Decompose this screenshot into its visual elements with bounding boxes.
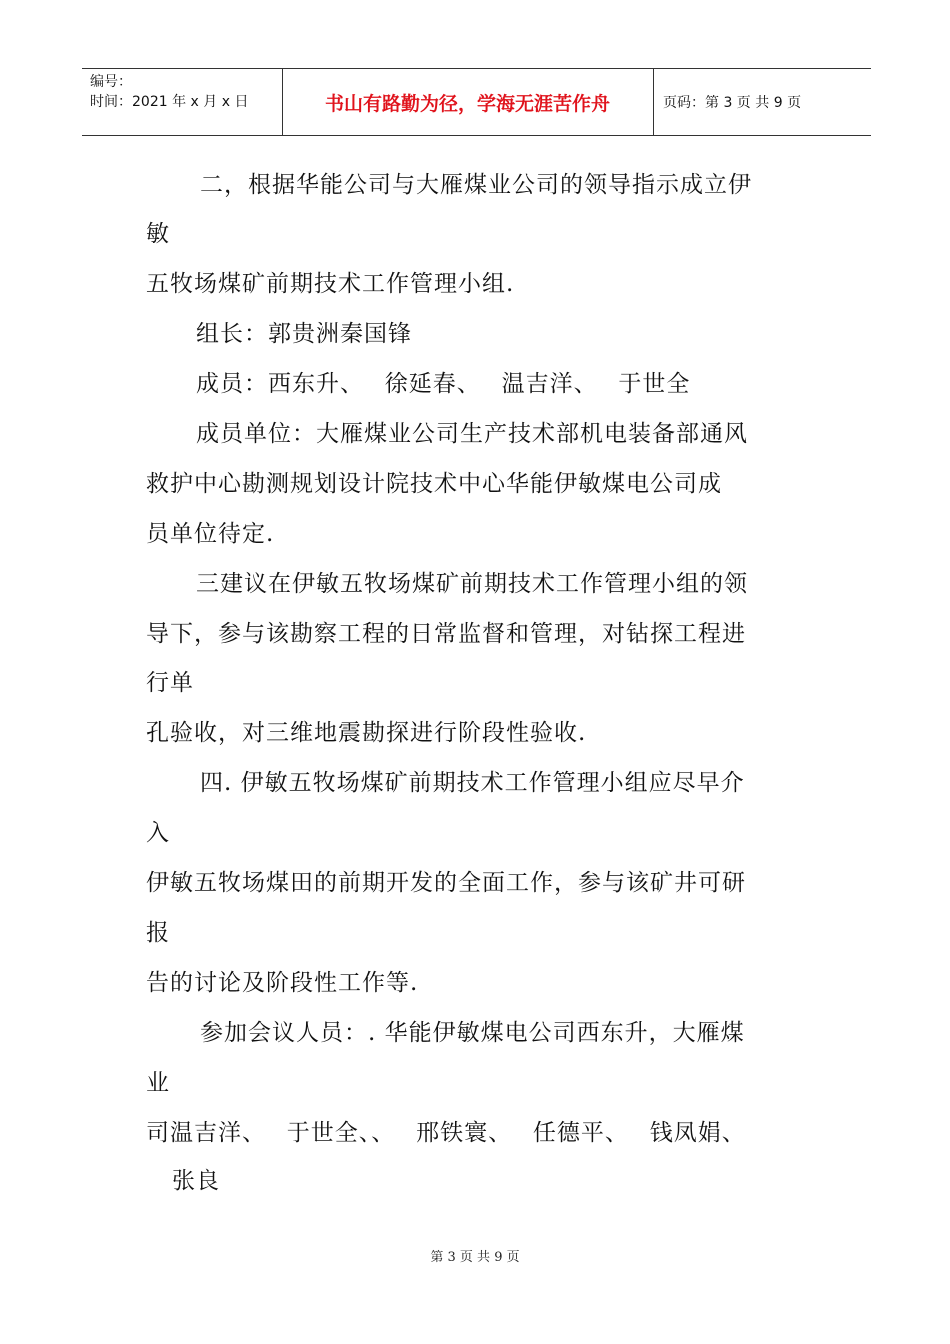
body-line: 三建议在伊敏五牧场煤矿前期技术工作管理小组的领	[196, 571, 748, 597]
body-line: 救护中心勘测规划设计院技术中心华能伊敏煤电公司成	[146, 471, 722, 497]
page-footer: 第 3 页 共 9 页	[430, 1250, 520, 1265]
header-meta-cell	[82, 69, 283, 135]
body-line: 报	[146, 920, 170, 946]
body-line: 孔验收，对三维地震勘探进行阶段性验收.	[146, 720, 587, 746]
header-motto: 书山有路勤为径，学海无涯苦作舟	[282, 69, 654, 135]
body-line: 业	[146, 1070, 170, 1096]
body-line: 张良	[172, 1168, 220, 1194]
body-line: 司温吉洋、 于世全、、 邢铁寰、 任德平、 钱凤娟、	[146, 1120, 746, 1146]
page-header	[82, 68, 871, 136]
body-line: 敏	[146, 221, 170, 247]
body-line: 入	[146, 820, 170, 846]
body-line: 组长：郭贵洲秦国锋	[196, 321, 412, 347]
body-line: 成员单位：大雁煤业公司生产技术部机电装备部通风	[196, 421, 748, 447]
body-line: 员单位待定.	[146, 521, 275, 547]
body-line: 二，根据华能公司与大雁煤业公司的领导指示成立伊	[200, 172, 752, 198]
document-date: 时间：2021 年 x 月 x 日	[90, 94, 249, 110]
header-page-info: 页码：第 3 页 共 9 页	[663, 95, 802, 111]
body-line: 四. 伊敏五牧场煤矿前期技术工作管理小组应尽早介	[200, 770, 745, 796]
body-line: 成员：西东升、 徐延春、 温吉洋、 于世全	[196, 371, 691, 397]
body-line: 五牧场煤矿前期技术工作管理小组.	[146, 271, 515, 297]
body-line: 行单	[146, 670, 194, 696]
body-line: 伊敏五牧场煤田的前期开发的全面工作，参与该矿井可研	[146, 870, 746, 896]
document-number-label: 编号：	[90, 74, 132, 90]
body-line: 导下，参与该勘察工程的日常监督和管理，对钻探工程进	[146, 621, 746, 647]
body-line: 告的讨论及阶段性工作等.	[146, 970, 419, 996]
body-line: 参加会议人员：. 华能伊敏煤电公司西东升，大雁煤	[200, 1020, 745, 1046]
